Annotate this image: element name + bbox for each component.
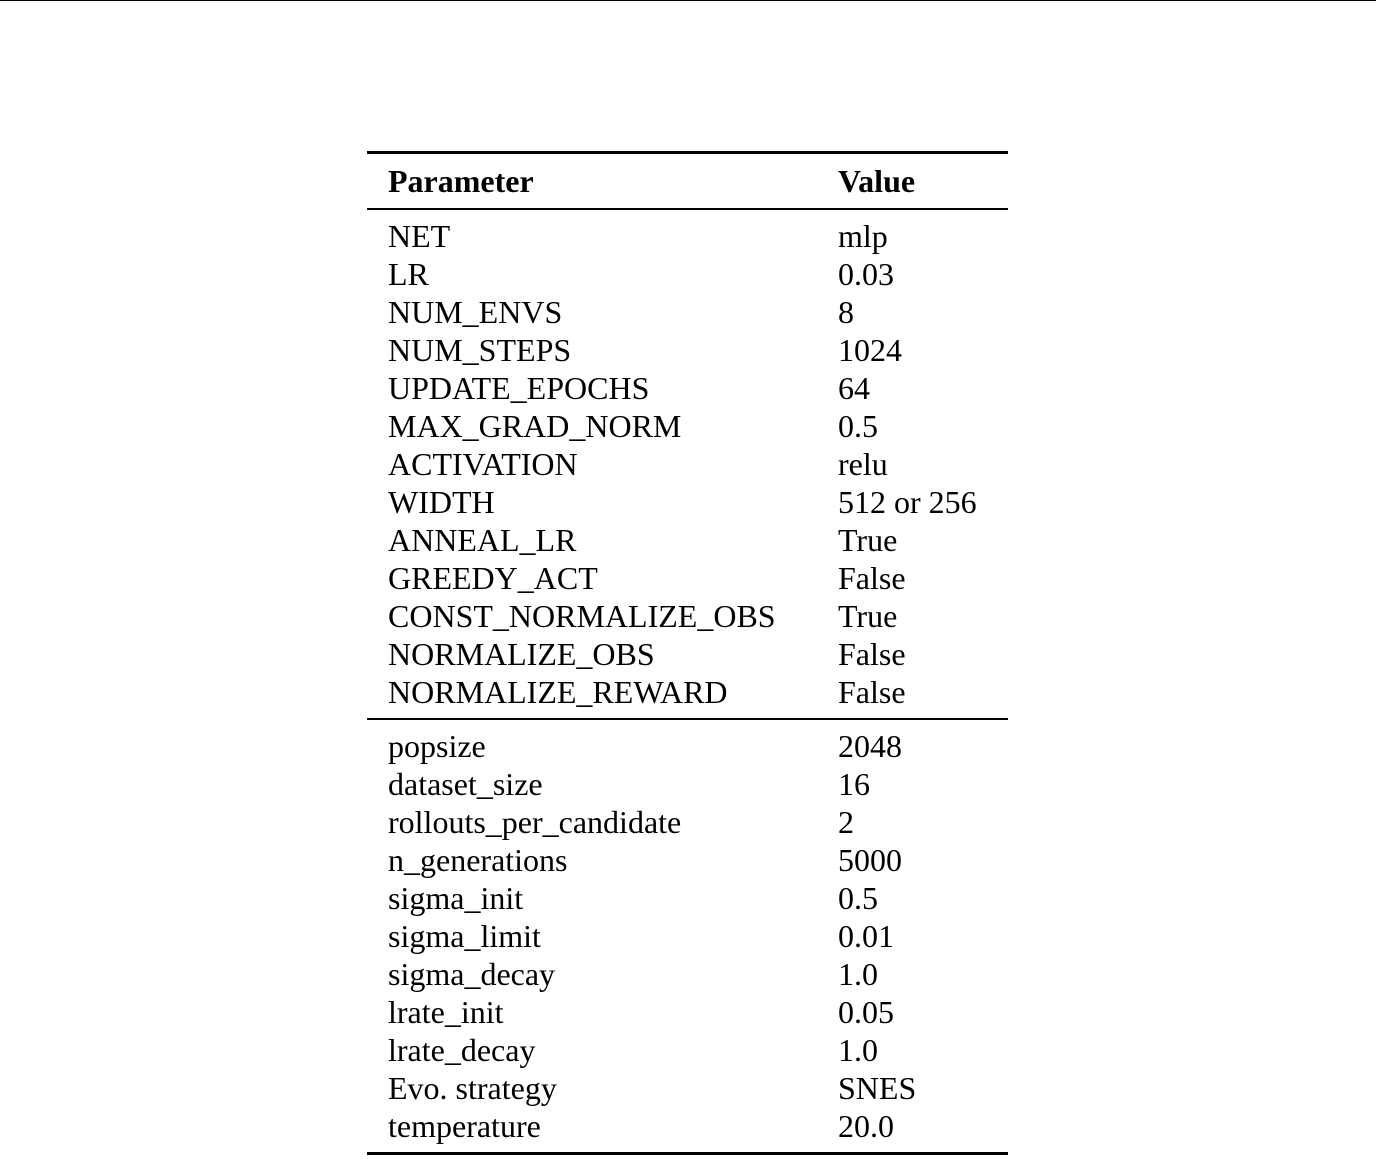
- table-row: [367, 917, 1008, 955]
- page-top-rule: [0, 0, 1376, 1]
- parameter-cell: sigma_decay: [388, 956, 556, 992]
- table-row: [367, 955, 1008, 993]
- parameter-cell: MAX_GRAD_NORM: [388, 408, 682, 444]
- value-cell: 0.03: [838, 256, 894, 292]
- value-cell: 0.5: [838, 880, 878, 916]
- value-cell: relu: [838, 446, 888, 482]
- parameter-cell: lrate_decay: [388, 1032, 536, 1068]
- table-row: [367, 521, 1008, 559]
- table-row: [367, 879, 1008, 917]
- value-cell: 16: [838, 766, 870, 802]
- value-cell: 20.0: [838, 1108, 894, 1144]
- table-row: [367, 673, 1008, 711]
- value-cell: 1.0: [838, 956, 878, 992]
- value-cell: 512 or 256: [838, 484, 977, 520]
- table-row: [367, 635, 1008, 673]
- parameter-cell: NET: [388, 218, 451, 254]
- parameter-cell: popsize: [388, 728, 486, 764]
- hyperparameter-table: [367, 151, 1008, 1155]
- mid-rule: [367, 718, 1008, 720]
- parameter-cell: LR: [388, 256, 429, 292]
- value-cell: 1024: [838, 332, 902, 368]
- parameter-cell: ACTIVATION: [388, 446, 578, 482]
- value-cell: False: [838, 560, 906, 596]
- parameter-cell: NUM_STEPS: [388, 332, 572, 368]
- table-row: [367, 803, 1008, 841]
- evo-params-section: [367, 727, 1008, 1145]
- table-row: [367, 407, 1008, 445]
- table-row: [367, 369, 1008, 407]
- parameter-cell: dataset_size: [388, 766, 543, 802]
- parameter-cell: NORMALIZE_OBS: [388, 636, 655, 672]
- table-row: [367, 1069, 1008, 1107]
- table-row: [367, 255, 1008, 293]
- parameter-cell: n_generations: [388, 842, 568, 878]
- parameter-cell: sigma_init: [388, 880, 524, 916]
- table-row: [367, 765, 1008, 803]
- table-row: [367, 841, 1008, 879]
- parameter-cell: WIDTH: [388, 484, 495, 520]
- parameter-cell: Evo. strategy: [388, 1070, 557, 1106]
- value-cell: True: [838, 598, 898, 634]
- value-cell: mlp: [838, 218, 888, 254]
- value-cell: 1.0: [838, 1032, 878, 1068]
- value-cell: 5000: [838, 842, 902, 878]
- table-row: [367, 559, 1008, 597]
- header-parameter: Parameter: [388, 163, 534, 199]
- table-row: [367, 1031, 1008, 1069]
- table-row: [367, 331, 1008, 369]
- table-row: [367, 293, 1008, 331]
- header-rule: [367, 208, 1008, 210]
- value-cell: 8: [838, 294, 854, 330]
- parameter-cell: GREEDY_ACT: [388, 560, 598, 596]
- value-cell: 2048: [838, 728, 902, 764]
- parameter-cell: sigma_limit: [388, 918, 541, 954]
- value-cell: 0.5: [838, 408, 878, 444]
- value-cell: 64: [838, 370, 870, 406]
- parameter-cell: UPDATE_EPOCHS: [388, 370, 650, 406]
- ppo-params-section: [367, 217, 1008, 711]
- table-row: [367, 727, 1008, 765]
- table-row: [367, 445, 1008, 483]
- parameter-cell: lrate_init: [388, 994, 504, 1030]
- value-cell: False: [838, 636, 906, 672]
- parameter-cell: rollouts_per_candidate: [388, 804, 682, 840]
- value-cell: 0.01: [838, 918, 894, 954]
- value-cell: True: [838, 522, 898, 558]
- value-cell: 2: [838, 804, 854, 840]
- parameter-cell: NORMALIZE_REWARD: [388, 674, 728, 710]
- parameter-cell: ANNEAL_LR: [388, 522, 577, 558]
- header-row: [367, 154, 1008, 208]
- value-cell: SNES: [838, 1070, 917, 1106]
- parameter-cell: NUM_ENVS: [388, 294, 563, 330]
- value-cell: False: [838, 674, 906, 710]
- table-row: [367, 993, 1008, 1031]
- parameter-cell: temperature: [388, 1108, 541, 1144]
- table-row: [367, 597, 1008, 635]
- table-row: [367, 217, 1008, 255]
- table-bottom-rule: [367, 1152, 1008, 1155]
- header-value: Value: [838, 163, 916, 199]
- table-header: [367, 154, 1008, 208]
- table-row: [367, 1107, 1008, 1145]
- parameter-cell: CONST_NORMALIZE_OBS: [388, 598, 776, 634]
- table-row: [367, 483, 1008, 521]
- value-cell: 0.05: [838, 994, 894, 1030]
